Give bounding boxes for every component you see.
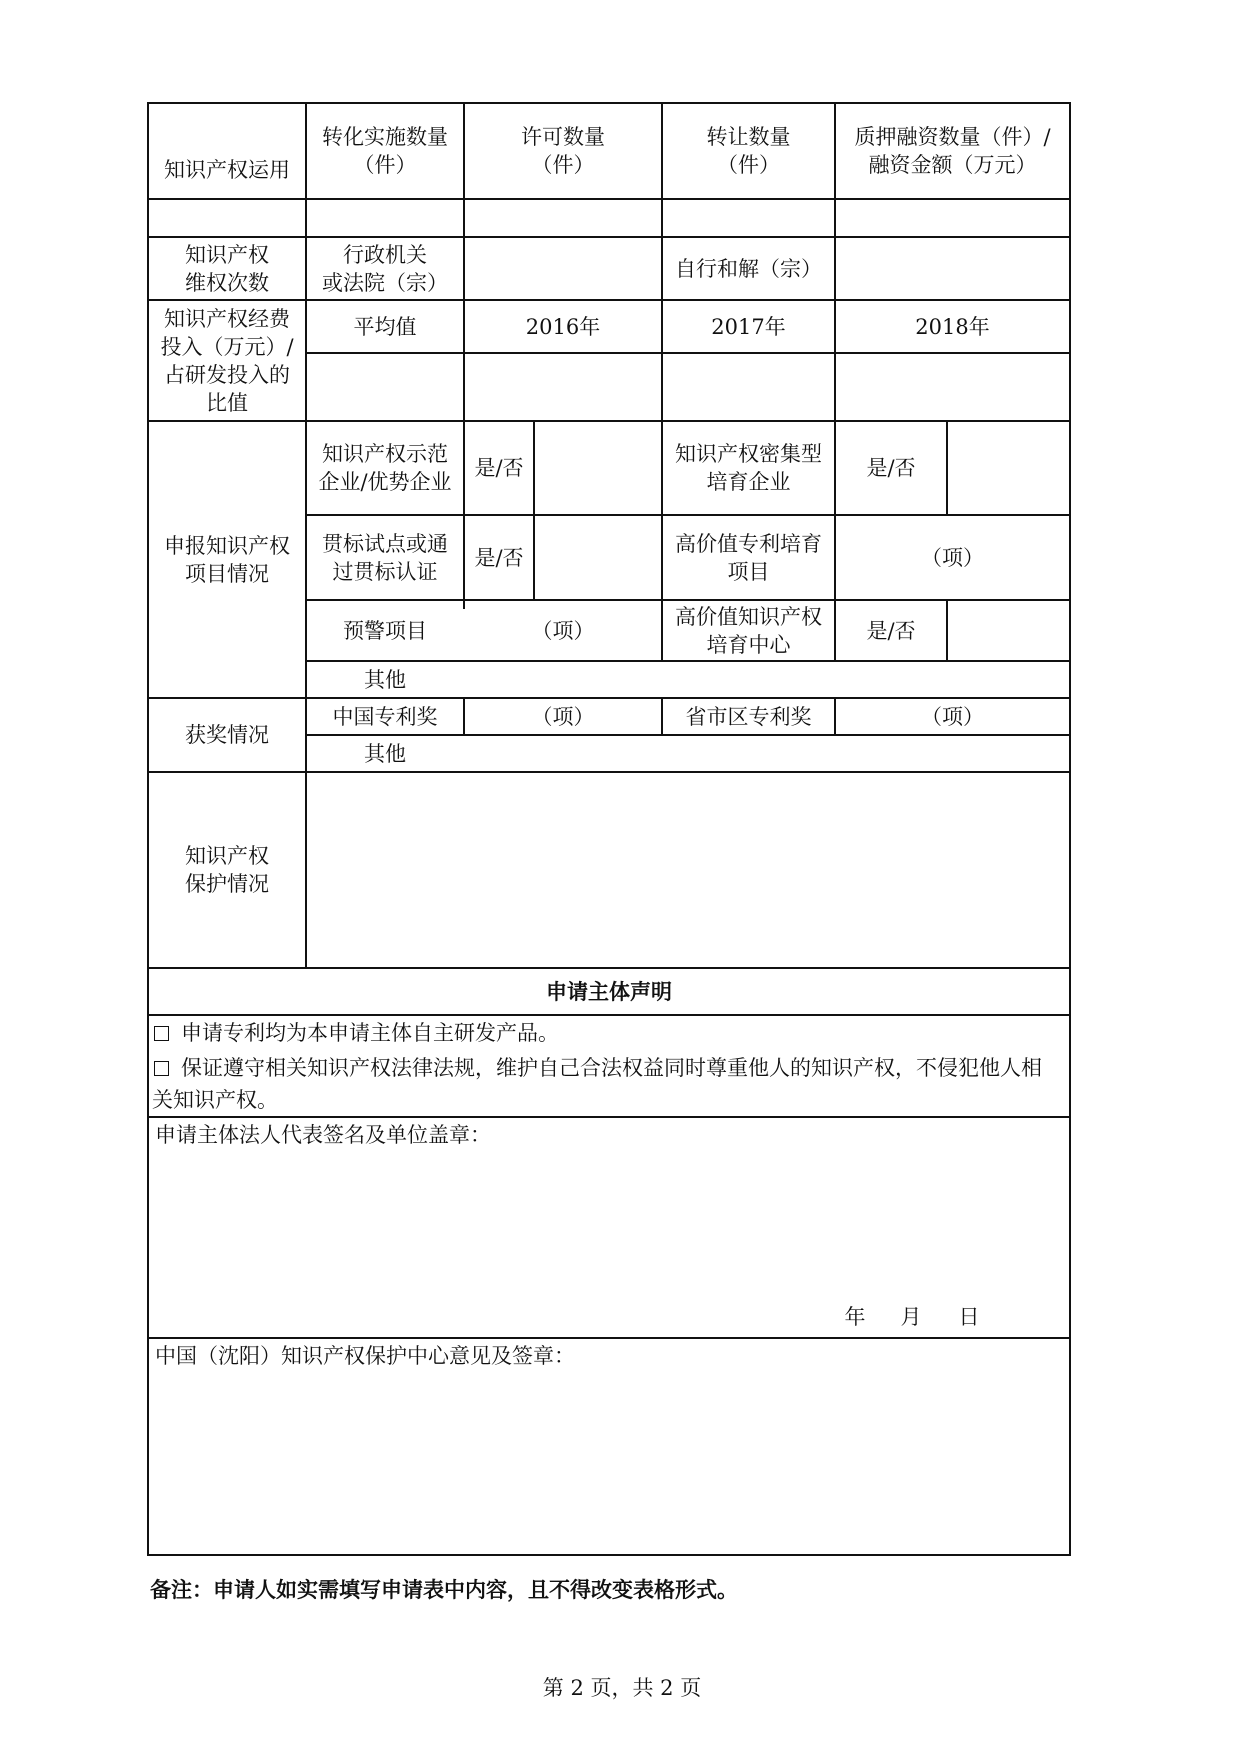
declaration-item-1: [152, 1017, 1062, 1049]
high-value-center-yes-no[interactable]: 是/否: [866, 618, 916, 643]
high-value-center-label: 高价值知识产权 培育中心: [675, 604, 822, 657]
ip-use-label: 知识产权运用: [164, 158, 290, 182]
self-settlement-label: 自行和解（宗）: [675, 256, 822, 281]
declaration-item-1-checkbox[interactable]: [154, 1026, 169, 1041]
provincial-patent-award-label: 省市区专利奖: [685, 704, 812, 729]
declaration-item-1-text: 申请专利均为本申请主体自主研发产品。: [181, 1021, 559, 1045]
signature-year: 年: [844, 1305, 866, 1329]
funding-2017-field[interactable]: [663, 354, 834, 420]
ip-use-col-license: 许可数量 （件）: [521, 125, 605, 177]
protection-field[interactable]: [307, 773, 1069, 967]
standard-cert-label: 贯标试点或通 过贯标认证: [322, 531, 448, 584]
high-value-patent-count[interactable]: （项）: [921, 545, 984, 570]
standard-cert-field[interactable]: [535, 516, 661, 599]
rule: [147, 1116, 1071, 1118]
form-note: 备注：申请人如实需填写申请表中内容，且不得改变表格形式。: [150, 1577, 738, 1602]
signature-field[interactable]: [149, 1150, 1069, 1300]
demo-enterprise-label: 知识产权示范 企业/优势企业: [318, 442, 452, 494]
projects-other-label: 其他: [364, 667, 406, 692]
rule: [147, 1337, 1071, 1339]
warning-project-label: 预警项目: [343, 618, 427, 643]
self-settlement-field[interactable]: [836, 238, 1069, 299]
declaration-item-2-checkbox[interactable]: [154, 1061, 169, 1076]
ip-use-license-field[interactable]: [465, 200, 661, 236]
ip-use-pledge-field[interactable]: [836, 200, 1069, 236]
declaration-item-2-text: 保证遵守相关知识产权法律法规，维护自己合法权益同时尊重他人的知识产权，不侵犯他人相关知识产权。: [152, 1056, 1042, 1112]
admin-court-field[interactable]: [465, 238, 661, 299]
center-opinion-label: 中国（沈阳）知识产权保护中心意见及签章：: [155, 1344, 575, 1368]
admin-court-label: 行政机关 或法院（宗）: [322, 242, 448, 295]
projects-other-field[interactable]: [465, 662, 1069, 697]
warning-project-count[interactable]: （项）: [531, 618, 595, 643]
page-footer: 第 2 页，共 2 页: [542, 1676, 702, 1700]
funding-2016-field[interactable]: [465, 354, 661, 420]
ip-use-col-pledge: 质押融资数量（件）/ 融资金额（万元）: [854, 125, 1051, 177]
ip-use-col-transfer-impl: 转化实施数量 （件）: [322, 125, 448, 177]
rights-protection-label: 知识产权 维权次数: [185, 242, 269, 295]
china-patent-award-label: 中国专利奖: [332, 704, 438, 729]
funding-label: 知识产权经费 投入（万元）/ 占研发投入的 比值: [160, 306, 294, 415]
standard-cert-yes-no[interactable]: 是/否: [474, 545, 524, 570]
center-opinion-field[interactable]: [149, 1372, 1069, 1552]
funding-col-2018: 2018年: [915, 314, 990, 339]
projects-label: 申报知识产权 项目情况: [164, 533, 290, 586]
rule: [147, 1014, 1071, 1016]
china-patent-award-count[interactable]: （项）: [531, 704, 595, 729]
dense-enterprise-field[interactable]: [948, 422, 1069, 514]
awards-label: 获奖情况: [185, 723, 269, 747]
signature-day: 日: [958, 1305, 980, 1329]
provincial-patent-award-count[interactable]: （项）: [921, 704, 984, 729]
funding-col-2016: 2016年: [525, 314, 601, 339]
awards-other-field[interactable]: [465, 736, 1069, 771]
signature-month: 月: [900, 1305, 922, 1329]
declaration-title: 申请主体声明: [546, 978, 672, 1004]
dense-enterprise-yes-no[interactable]: 是/否: [866, 456, 916, 480]
demo-enterprise-field[interactable]: [535, 422, 661, 514]
signature-label: 申请主体法人代表签名及单位盖章：: [155, 1123, 491, 1147]
declaration-item-2: [152, 1052, 1062, 1116]
high-value-patent-label: 高价值专利培育 项目: [675, 531, 822, 584]
awards-other-label: 其他: [364, 741, 406, 766]
ip-use-col-assignment: 转让数量 （件）: [706, 125, 791, 177]
demo-enterprise-yes-no[interactable]: 是/否: [474, 456, 524, 480]
protection-label: 知识产权 保护情况: [185, 844, 269, 896]
funding-col-2017: 2017年: [711, 314, 786, 339]
dense-enterprise-label: 知识产权密集型 培育企业: [675, 442, 822, 494]
funding-average-field[interactable]: [307, 354, 463, 420]
ip-use-assignment-field[interactable]: [663, 200, 834, 236]
funding-col-average: 平均值: [353, 314, 417, 339]
funding-2018-field[interactable]: [836, 354, 1069, 420]
high-value-center-field[interactable]: [948, 601, 1069, 660]
ip-use-transfer-impl-field[interactable]: [307, 200, 463, 236]
